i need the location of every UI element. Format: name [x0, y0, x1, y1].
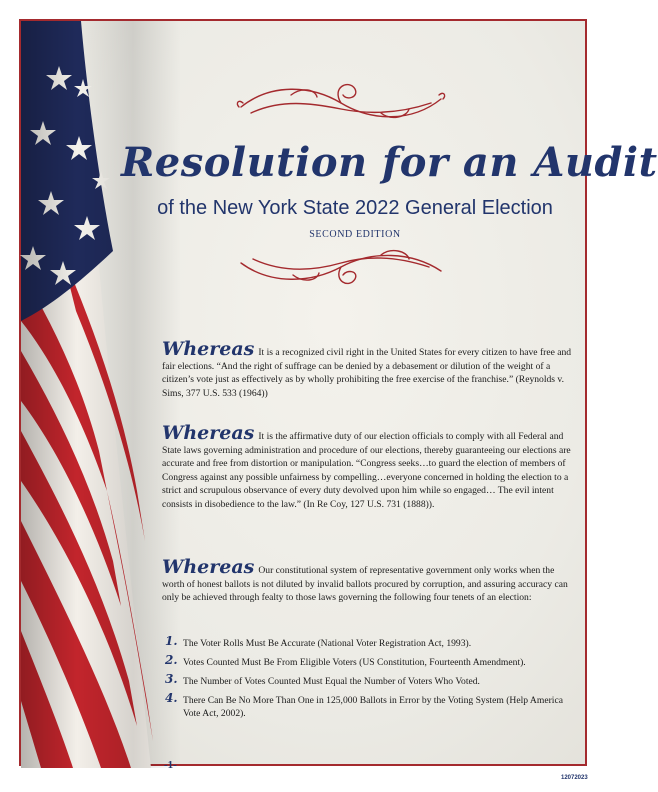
whereas-paragraph-1 [162, 338, 573, 400]
whereas-heading: Whereas [162, 338, 255, 360]
election-tenets-list [165, 634, 573, 726]
document-code: 12072023 [561, 775, 588, 781]
whereas-heading: Whereas [162, 556, 255, 578]
paragraph-text: Our constitutional system of representative government only works when the worth of honest ballots is not diluted by invalid ballots procured by corruption, and assuring accuracy can only be achieved through fealty to those laws governing the following four tenets of an election: [162, 565, 568, 604]
whereas-paragraph-3 [162, 556, 573, 605]
document-title: Resolution for an Audit [121, 139, 658, 186]
tenet-number: 2. [165, 653, 178, 667]
tenet-number: 4. [165, 691, 178, 705]
whereas-paragraph-2 [162, 422, 573, 512]
whereas-heading: Whereas [162, 422, 255, 444]
edition-label: SECOND EDITION [309, 229, 401, 240]
page-number: -1- [164, 759, 177, 771]
paragraph-text: It is a recognized civil right in the United States for every citizen to have free and fair elections. “And the right of suffrage can be denied by a debasement or dilution of the weight of a citizen’s vote just as effectively as by wholly prohibiting the free exercise of the franchise.” (Reynolds v. Sims, 377 U.S. 533 (1964)) [162, 347, 572, 399]
american-flag-icon [21, 21, 181, 768]
list-item [165, 634, 573, 650]
document-subtitle: of the New York State 2022 General Election [157, 197, 553, 219]
tenet-number: 1. [165, 634, 178, 648]
tenet-text: Votes Counted Must Be From Eligible Voters (US Constitution, Fourteenth Amendment). [183, 657, 526, 668]
tenet-text: The Number of Votes Counted Must Equal the Number of Voters Who Voted. [183, 676, 480, 687]
scroll-flourish-top-icon [231, 73, 451, 131]
list-item [165, 691, 573, 720]
paragraph-text: It is the affirmative duty of our election officials to comply with all Federal and State laws governing administration and procedure of our elections, thereby guaranteeing our elections are accurate and free from distortion or manipulation. “Congress seeks…to guard the election of members of Congress against any possible unfairness by compelling…everyone concerned in holding the election to a strict and scrupulous observance of every duty devolved upon him while so engaged… The evil intent consists in disobedience to the law.” (In Re Coy, 127 U.S. 731 (1888)). [162, 431, 571, 510]
page-border-frame [19, 19, 658, 781]
tenet-text: There Can Be No More Than One in 125,000 Ballots in Error by the Voting System (Help America Vote Act, 2002). [183, 695, 563, 719]
tenet-text: The Voter Rolls Must Be Accurate (National Voter Registration Act, 1993). [183, 638, 472, 649]
list-item [165, 672, 573, 688]
tenet-number: 3. [165, 672, 178, 686]
list-item [165, 653, 573, 669]
scroll-flourish-bottom-icon [231, 243, 451, 293]
